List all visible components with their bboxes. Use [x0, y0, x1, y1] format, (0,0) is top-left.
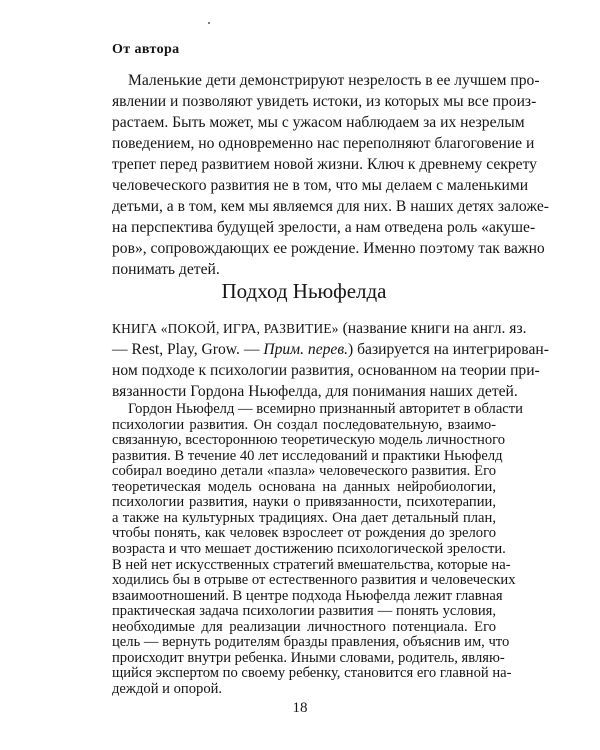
- text-fragment: ) базируется на интегрирован-: [348, 341, 549, 358]
- text-line: понимать детей.: [112, 261, 220, 278]
- text-line: возраста и что мешает достижению психологической зрелости.: [112, 540, 506, 557]
- running-head: От автора: [112, 42, 180, 57]
- text-line: [112, 318, 527, 339]
- text-line: В ней нет искусственных стратегий вмешательства, которые на-: [112, 556, 511, 573]
- text-line: психологии развития, науки о привязанности, психотерапии,: [112, 494, 496, 511]
- text-line: взаимоотношений. В центре подхода Ньюфелда лежит главная: [112, 587, 503, 604]
- text-line: на перспектива будущей зрелости, а нам отведена роль «акуше-: [112, 219, 536, 236]
- page-number: 18: [292, 700, 308, 716]
- text-line: трепет перед развитием новой жизни. Ключ к древнему секрету: [112, 156, 537, 173]
- text-line: ходились бы в отрыве от естественного развития и человеческих: [112, 572, 516, 589]
- text-line: явлении и позволяют увидеть истоки, из которых мы все произ-: [112, 93, 537, 110]
- text-line: цель — вернуть родителям бразды правления, объяснив им, что: [112, 634, 510, 651]
- text-line: практическая задача психологии развития — понять условия,: [112, 603, 496, 620]
- text-line: происходит внутри ребенка. Иными словами, родитель, являю-: [112, 649, 505, 666]
- print-speck: [208, 22, 210, 24]
- text-fragment: (название книги на англ. яз.: [338, 320, 527, 337]
- text-line: детьми, а в том, кем мы являемся для них. В наших детях заложе-: [112, 198, 549, 215]
- text-line: ном подходе к психологии развития, основанном на теории при-: [112, 362, 540, 379]
- text-line: вязанности Гордона Ньюфелда, для понимания наших детей.: [112, 383, 518, 400]
- text-line: Маленькие дети демонстрируют незрелость в ее лучшем про-: [128, 72, 540, 89]
- text-line: необходимые для реализации личностного потенциала. Его: [112, 618, 496, 635]
- text-line: психологии развития. Он создал последовательную, взаимо-: [112, 416, 496, 433]
- section-heading: Подход Ньюфелда: [221, 279, 387, 303]
- book-title: КНИГА «ПОКОЙ, ИГРА, РАЗВИТИЕ»: [112, 321, 339, 336]
- text-line: собирал воедино детали «пазла» человеческого развития. Его: [112, 463, 496, 480]
- text-line: деждой и опорой.: [112, 680, 223, 697]
- text-line: Гордон Ньюфелд — всемирно признанный авторитет в области: [128, 401, 523, 417]
- text-line: поведением, но одновременно нас переполняют благоговение и: [112, 135, 535, 152]
- text-line: щийся экспертом по своему ребенку, становится его главной на-: [112, 665, 512, 682]
- text-line: человеческого развития не в том, что мы делаем с маленькими: [112, 177, 529, 194]
- text-line: растаем. Быть может, мы с ужасом наблюдаем за их незрелым: [112, 114, 525, 131]
- translator-note: Прим. перев.: [263, 341, 349, 358]
- text-line: связанную, всестороннюю теоретическую модель личностного: [112, 432, 506, 449]
- text-line: чтобы понять, как человек взрослеет от рождения до зрелого: [112, 525, 496, 542]
- text-line: а также на культурных традициях. Она дает детальный план,: [112, 509, 496, 526]
- text-fragment: — Rest, Play, Grow. —: [112, 341, 264, 358]
- text-line: развития. В течение 40 лет исследований и практики Ньюфелд: [112, 447, 503, 464]
- text-line: теоретическая модель основана на данных нейробиологии,: [112, 478, 496, 495]
- text-line: ров», сопровождающих ее рождение. Именно поэтому так важно: [112, 240, 545, 257]
- text-line: [112, 339, 549, 360]
